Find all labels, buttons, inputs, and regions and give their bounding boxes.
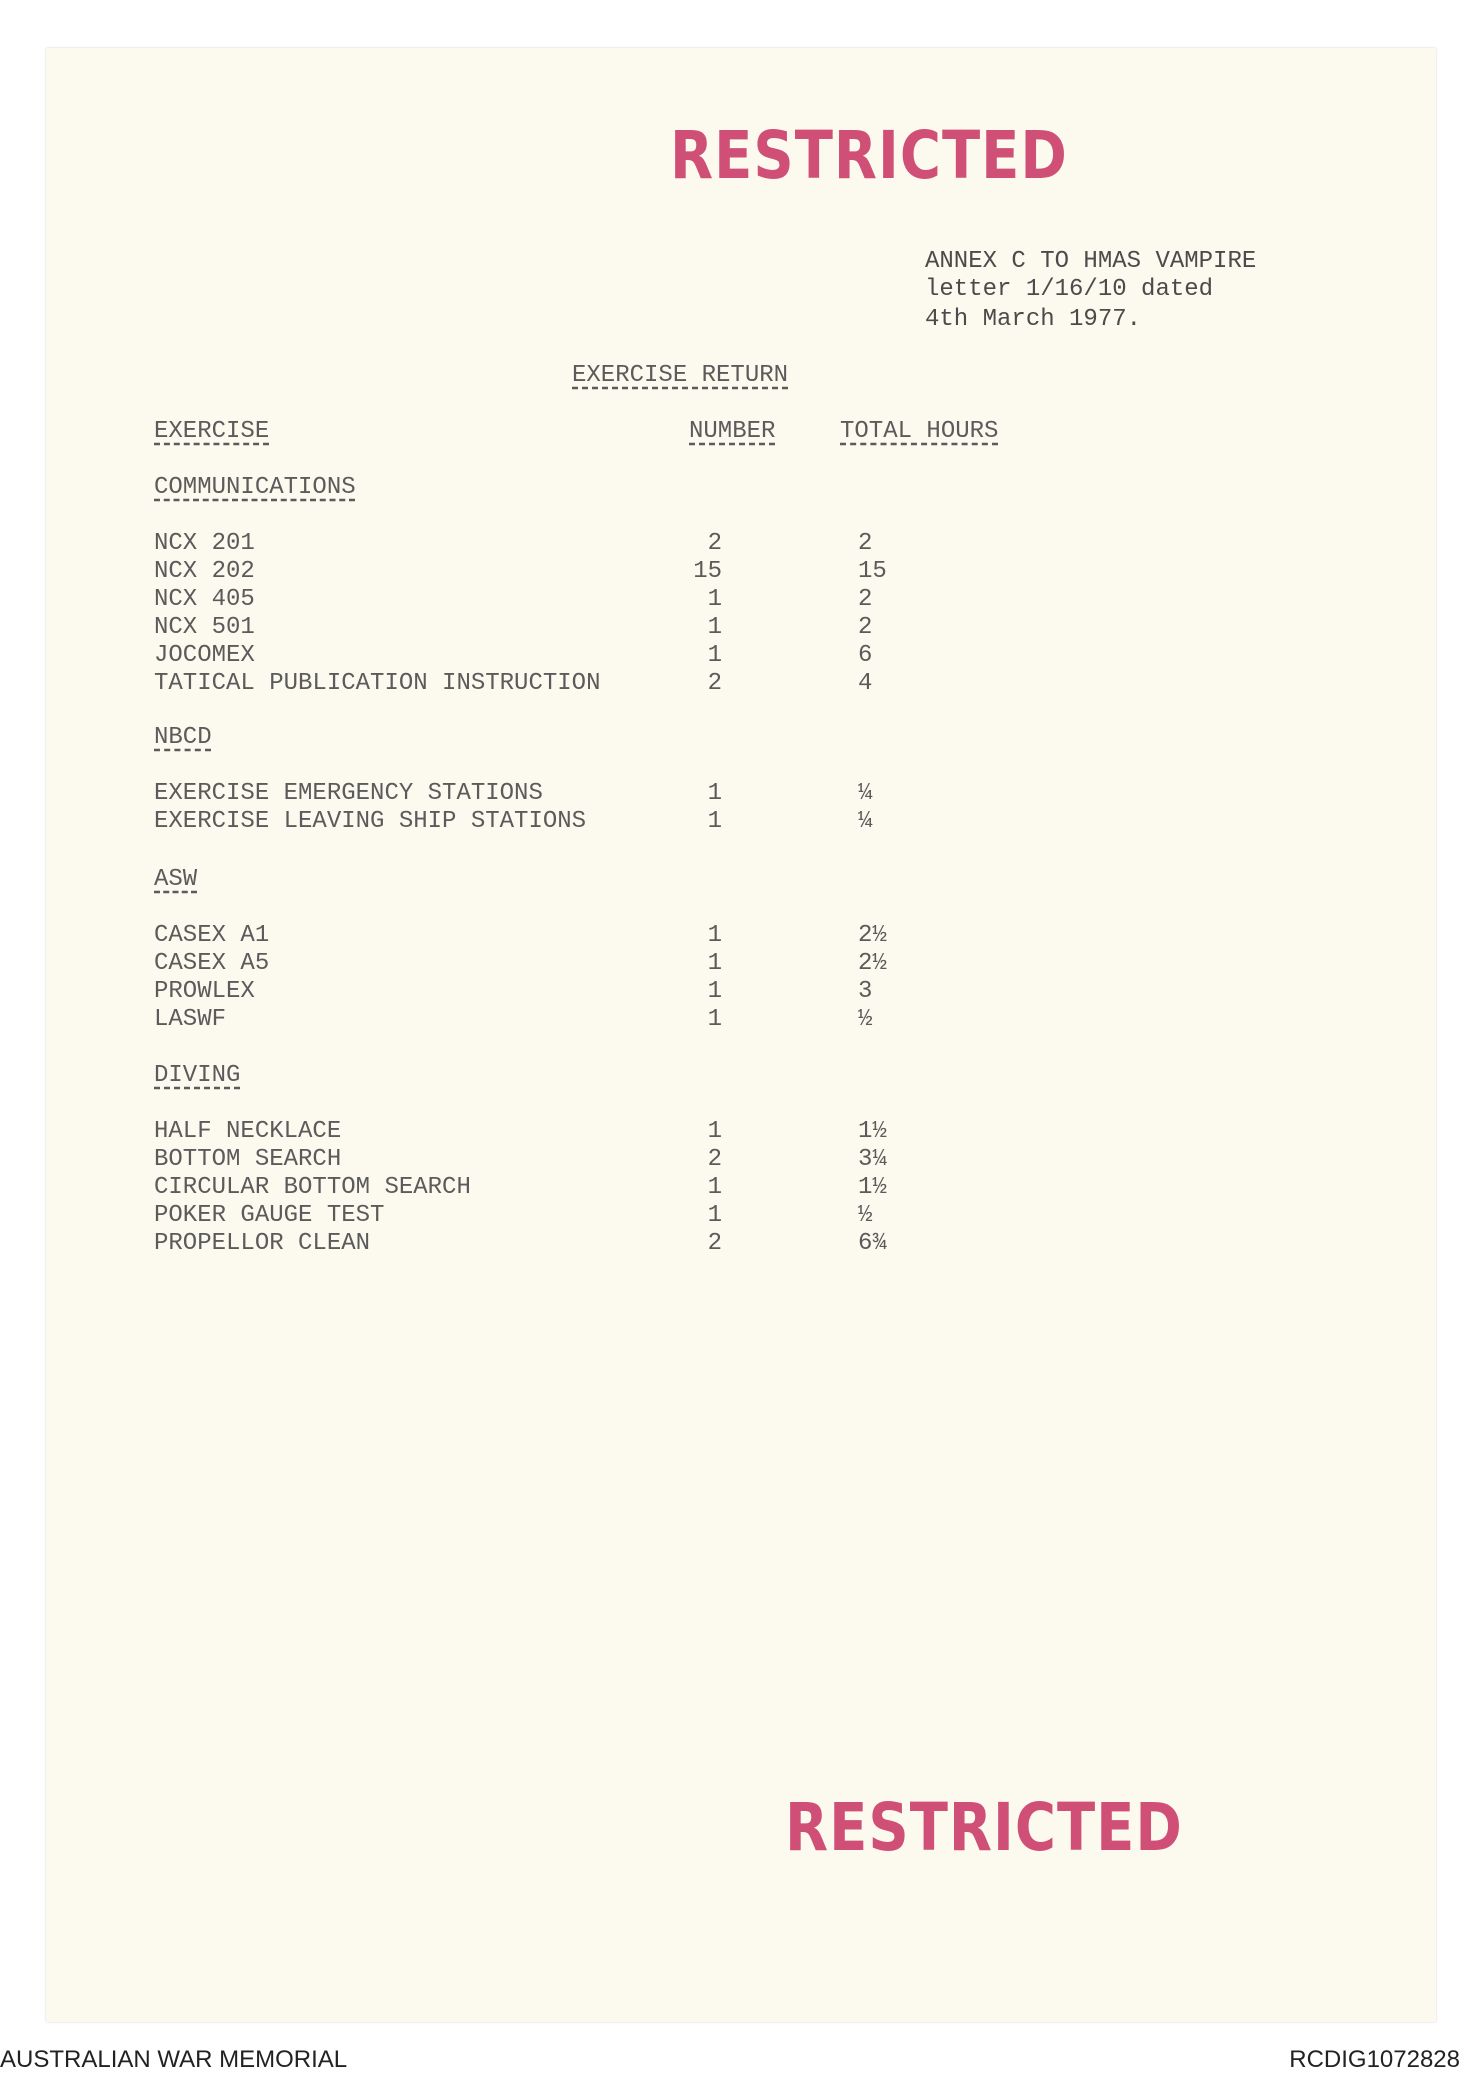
header-number: NUMBER bbox=[689, 418, 776, 445]
exercise-total-hours: ½ bbox=[858, 1202, 873, 1229]
exercise-total-hours: 1½ bbox=[858, 1174, 887, 1201]
annex-line-1: ANNEX C TO HMAS VAMPIRE bbox=[925, 248, 1257, 275]
exercise-number: 1 bbox=[707, 642, 722, 669]
exercise-number: 2 bbox=[707, 530, 722, 557]
section-heading: DIVING bbox=[154, 1062, 241, 1089]
restricted-stamp-top: RESTRICTED bbox=[670, 118, 1068, 195]
exercise-number: 1 bbox=[707, 586, 722, 613]
exercise-number: 1 bbox=[707, 808, 722, 835]
annex-line-3: 4th March 1977. bbox=[925, 306, 1142, 333]
exercise-total-hours: 4 bbox=[858, 670, 873, 697]
exercise-number: 1 bbox=[707, 922, 722, 949]
exercise-name: CIRCULAR BOTTOM SEARCH bbox=[154, 1174, 471, 1201]
exercise-number: 1 bbox=[707, 780, 722, 807]
document-page bbox=[46, 48, 1436, 2022]
exercise-name: JOCOMEX bbox=[154, 642, 255, 669]
exercise-number: 1 bbox=[707, 978, 722, 1005]
footer-reference-id: RCDIG1072828 bbox=[1289, 2046, 1460, 2073]
document-title: EXERCISE RETURN bbox=[572, 362, 789, 389]
exercise-name: PROPELLOR CLEAN bbox=[154, 1230, 371, 1257]
header-exercise: EXERCISE bbox=[154, 418, 270, 445]
footer-source: AUSTRALIAN WAR MEMORIAL bbox=[0, 2046, 348, 2073]
exercise-number: 1 bbox=[707, 1174, 722, 1201]
exercise-total-hours: 2 bbox=[858, 586, 873, 613]
exercise-total-hours: ¼ bbox=[858, 780, 873, 807]
exercise-total-hours: ¼ bbox=[858, 808, 873, 835]
exercise-name: EXERCISE LEAVING SHIP STATIONS bbox=[154, 808, 587, 835]
exercise-total-hours: 3 bbox=[858, 978, 873, 1005]
exercise-name: NCX 501 bbox=[154, 614, 255, 641]
exercise-total-hours: 2 bbox=[858, 614, 873, 641]
exercise-name: POKER GAUGE TEST bbox=[154, 1202, 385, 1229]
exercise-number: 2 bbox=[707, 1146, 722, 1173]
restricted-stamp-bottom: RESTRICTED bbox=[785, 1790, 1183, 1867]
exercise-name: CASEX A1 bbox=[154, 922, 270, 949]
exercise-total-hours: 3¼ bbox=[858, 1146, 887, 1173]
header-total-hours: TOTAL HOURS bbox=[840, 418, 999, 445]
exercise-name: BOTTOM SEARCH bbox=[154, 1146, 342, 1173]
exercise-name: LASWF bbox=[154, 1006, 227, 1033]
exercise-name: TATICAL PUBLICATION INSTRUCTION bbox=[154, 670, 601, 697]
exercise-total-hours: 2½ bbox=[858, 922, 887, 949]
exercise-name: HALF NECKLACE bbox=[154, 1118, 342, 1145]
exercise-total-hours: 6 bbox=[858, 642, 873, 669]
section-heading: COMMUNICATIONS bbox=[154, 474, 356, 501]
exercise-number: 1 bbox=[707, 1118, 722, 1145]
exercise-name: NCX 202 bbox=[154, 558, 255, 585]
exercise-number: 2 bbox=[707, 1230, 722, 1257]
exercise-name: EXERCISE EMERGENCY STATIONS bbox=[154, 780, 543, 807]
annex-line-2: letter 1/16/10 dated bbox=[925, 276, 1214, 303]
exercise-total-hours: 6¾ bbox=[858, 1230, 887, 1257]
exercise-name: NCX 201 bbox=[154, 530, 255, 557]
exercise-number: 1 bbox=[707, 950, 722, 977]
exercise-number: 1 bbox=[707, 1202, 722, 1229]
exercise-total-hours: 1½ bbox=[858, 1118, 887, 1145]
exercise-total-hours: 15 bbox=[858, 558, 887, 585]
section-heading: NBCD bbox=[154, 724, 212, 751]
exercise-name: PROWLEX bbox=[154, 978, 255, 1005]
exercise-total-hours: ½ bbox=[858, 1006, 873, 1033]
exercise-number: 1 bbox=[707, 1006, 722, 1033]
exercise-total-hours: 2 bbox=[858, 530, 873, 557]
exercise-name: NCX 405 bbox=[154, 586, 255, 613]
exercise-number: 15 bbox=[693, 558, 722, 585]
exercise-number: 1 bbox=[707, 614, 722, 641]
section-heading: ASW bbox=[154, 866, 198, 893]
exercise-total-hours: 2½ bbox=[858, 950, 887, 977]
exercise-name: CASEX A5 bbox=[154, 950, 270, 977]
exercise-number: 2 bbox=[707, 670, 722, 697]
